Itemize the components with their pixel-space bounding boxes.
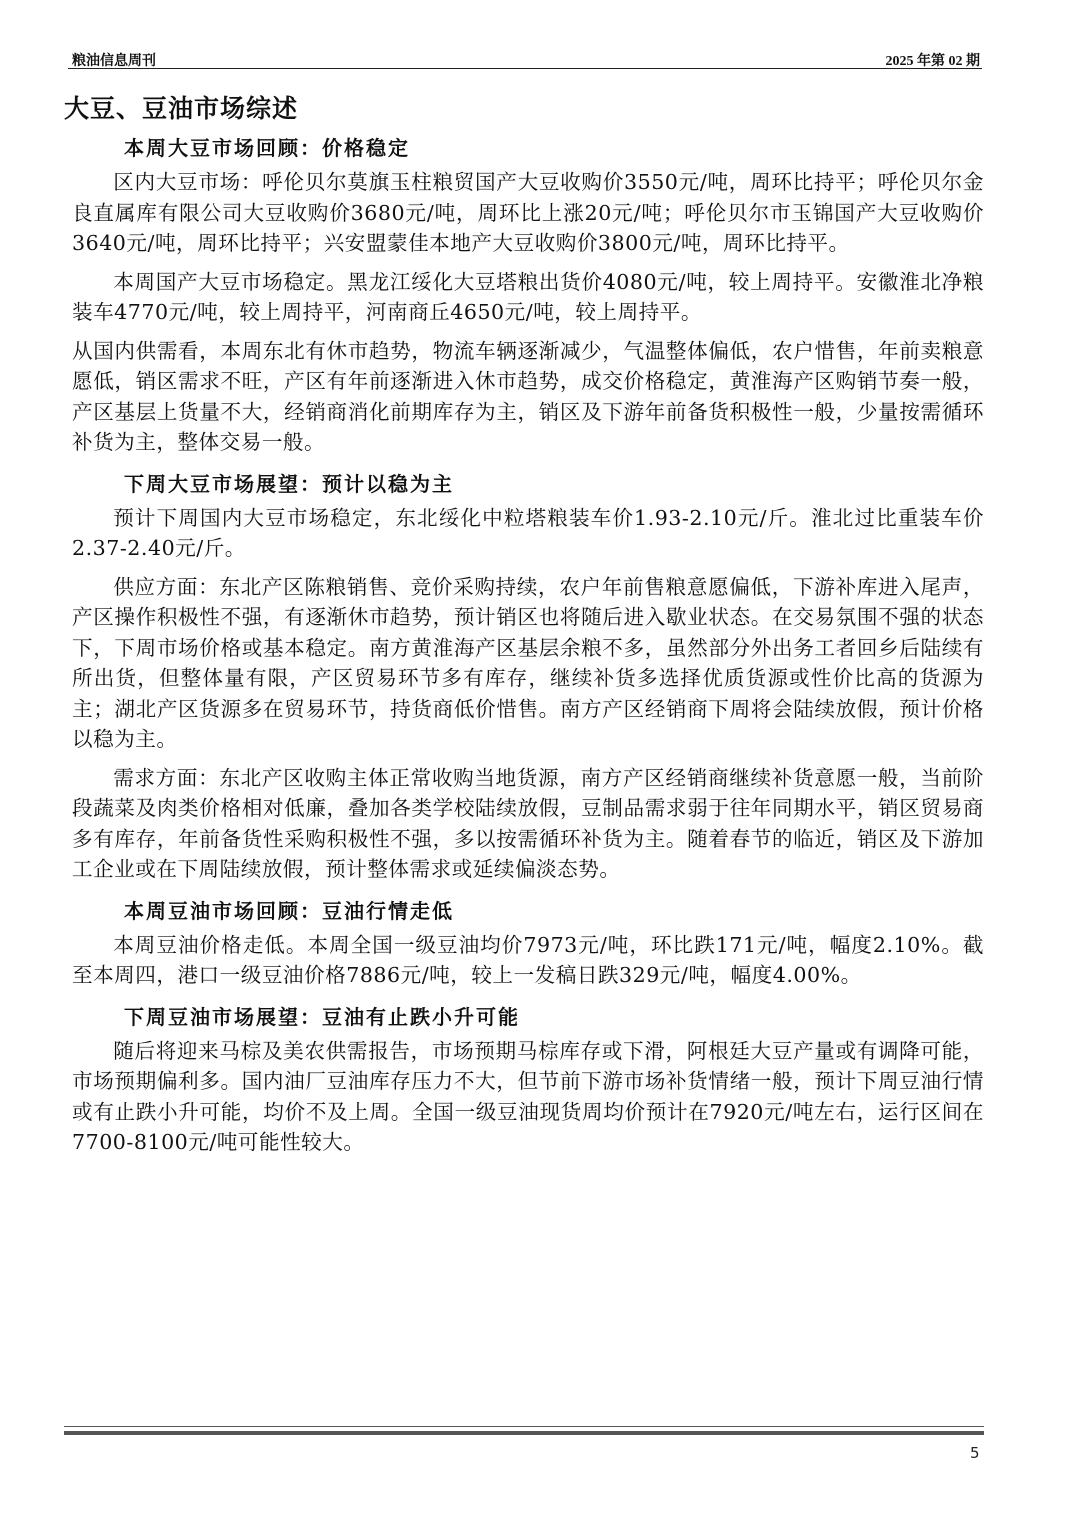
section-heading-soybean-outlook: 下周大豆市场展望：预计以稳为主 bbox=[124, 471, 454, 496]
paragraph-domestic-soybean-market: 本周国产大豆市场稳定。黑龙江绥化大豆塔粮出货价4080元/吨，较上周持平。安徽淮北净粮装车4770元/吨，较上周持平，河南商丘4650元/吨，较上周持平。 bbox=[72, 269, 984, 324]
paragraph-regional-soybean-prices: 区内大豆市场：呼伦贝尔莫旗玉柱粮贸国产大豆收购价3550元/吨，周环比持平；呼伦贝尔金良直属库有限公司大豆收购价3680元/吨，周环比上涨20元/吨；呼伦贝尔市玉锦国产大豆收购价3640元/吨，周环比持平；兴安盟蒙佳本地产大豆收购价3800元/吨，周环比持平。 bbox=[72, 170, 985, 255]
publication-name: 粮油信息周刊 bbox=[72, 54, 156, 69]
page-title: 大豆、豆油市场综述 bbox=[64, 94, 299, 123]
footer-divider-thin bbox=[64, 1426, 984, 1427]
paragraph-soyoil-forecast: 随后将迎来马棕及美农供需报告，市场预期马棕库存或下滑，阿根廷大豆产量或有调降可能，市场预期偏利多。国内油厂豆油库存压力不大，但节前下游市场补货情绪一般，预计下周豆油行情或有止跌小升可能，均价不及上周。全国一级豆油现货周均价预计在7920元/吨左右，运行区间在7700-8100元/吨可能性较大。 bbox=[72, 1038, 984, 1154]
paragraph-soybean-forecast: 预计下周国内大豆市场稳定，东北绥化中粒塔粮装车价1.93-2.10元/斤。淮北过比重装车价2.37-2.40元/斤。 bbox=[72, 505, 984, 560]
section-heading-soyoil-review: 本周豆油市场回顾：豆油行情走低 bbox=[124, 898, 454, 923]
page-header bbox=[72, 48, 980, 70]
section-heading-soybean-review: 本周大豆市场回顾：价格稳定 bbox=[124, 136, 410, 160]
footer-divider-thick bbox=[64, 1431, 984, 1435]
issue-number: 2025 年第 02 期 bbox=[885, 54, 980, 69]
section-heading-soyoil-outlook: 下周豆油市场展望：豆油有止跌小升可能 bbox=[124, 1004, 520, 1029]
header-divider bbox=[68, 68, 982, 69]
article-body bbox=[64, 88, 985, 1166]
paragraph-supply-side: 供应方面：东北产区陈粮销售、竞价采购持续，农户年前售粮意愿偏低，下游补库进入尾声，产区操作积极性不强，有逐渐休市趋势，预计销区也将随后进入歇业状态。在交易氛围不强的状态下，下周市场价格或基本稳定。南方黄淮海产区基层余粮不多，虽然部分外出务工者回乡后陆续有所出货，但整体量有限，产区贸易环节多有库存，继续补货多选择优质货源或性价比高的货源为主；湖北产区货源多在贸易环节，持货商低价惜售。南方产区经销商下周将会陆续放假，预计价格以稳为主。 bbox=[72, 574, 984, 751]
paragraph-supply-demand: 从国内供需看，本周东北有休市趋势，物流车辆逐渐减少，气温整体偏低，农户惜售，年前卖粮意愿低，销区需求不旺，产区有年前逐渐进入休市趋势，成交价格稳定，黄淮海产区购销节奏一般，产区基层上货量不大，经销商消化前期库存为主，销区及下游年前备货积极性一般，少量按需循环补货为主，整体交易一般。 bbox=[72, 338, 984, 454]
page-number: 5 bbox=[970, 1444, 980, 1462]
paragraph-demand-side: 需求方面：东北产区收购主体正常收购当地货源，南方产区经销商继续补货意愿一般，当前阶段蔬菜及肉类价格相对低廉，叠加各类学校陆续放假，豆制品需求弱于往年同期水平，销区贸易商多有库存，年前备货性采购积极性不强，多以按需循环补货为主。随着春节的临近，销区及下游加工企业或在下周陆续放假，预计整体需求或延续偏淡态势。 bbox=[72, 765, 984, 881]
paragraph-soyoil-prices: 本周豆油价格走低。本周全国一级豆油均价7973元/吨，环比跌171元/吨，幅度2.10%。截至本周四，港口一级豆油价格7886元/吨，较上一发稿日跌329元/吨，幅度4.00%。 bbox=[72, 932, 984, 987]
